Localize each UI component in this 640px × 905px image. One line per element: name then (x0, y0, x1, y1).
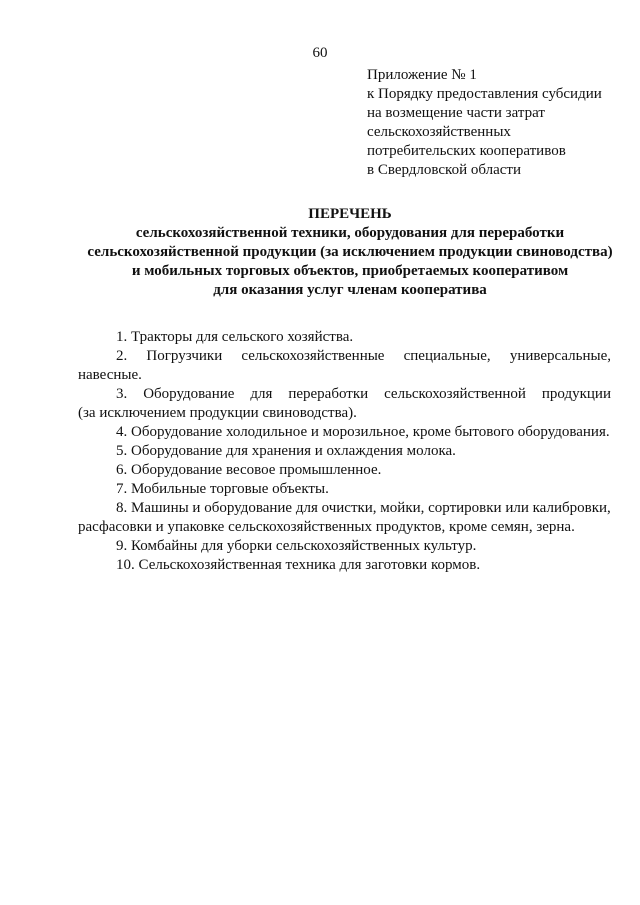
list-item-text: 7. Мобильные торговые объекты. (116, 481, 329, 497)
heading-line: сельскохозяйственной продукции (за исключением продукции свиноводства) (87, 244, 613, 260)
list-item-text: 6. Оборудование весовое промышленное. (116, 462, 382, 478)
document-heading (60, 205, 640, 300)
list-item-text: 4. Оборудование холодильное и морозильное, кроме бытового оборудования. (116, 424, 610, 440)
list-item-text: 3. Оборудование для переработки сельскохозяйственной продукции (116, 386, 611, 402)
list-item-text: 8. Машины и оборудование для очистки, мойки, сортировки или калибровки, (116, 500, 611, 516)
list-item (78, 328, 611, 347)
list-item-text: 9. Комбайны для уборки сельскохозяйственных культур. (116, 538, 477, 554)
list-item (78, 442, 611, 461)
list-item-text: 2. Погрузчики сельскохозяйственные специальные, универсальные, (116, 348, 611, 364)
list-item (78, 385, 611, 423)
heading-line: сельскохозяйственной техники, оборудования для переработки (135, 225, 565, 241)
list-item-text: навесные. (78, 367, 142, 383)
appendix-line: Приложение № 1 (367, 67, 477, 83)
heading-line: для оказания услуг членам кооператива (213, 282, 487, 298)
list-item (78, 480, 611, 499)
list-item (78, 499, 611, 537)
list-item (78, 347, 611, 385)
list-item (78, 423, 611, 442)
appendix-line: к Порядку предоставления субсидии (367, 86, 602, 102)
equipment-list (78, 328, 611, 575)
heading-title: ПЕРЕЧЕНЬ (308, 206, 392, 222)
page-number: 60 (312, 45, 328, 61)
appendix-block (367, 66, 629, 180)
appendix-line: сельскохозяйственных (367, 124, 511, 140)
list-item (78, 461, 611, 480)
appendix-line: на возмещение части затрат (367, 105, 545, 121)
list-item (78, 556, 611, 575)
heading-line: и мобильных торговых объектов, приобретаемых кооперативом (131, 263, 569, 279)
appendix-line: потребительских кооперативов (367, 143, 566, 159)
list-item-text: расфасовки и упаковке сельскохозяйственных продуктов, кроме семян, зерна. (78, 519, 575, 535)
list-item (78, 537, 611, 556)
list-item-text: 1. Тракторы для сельского хозяйства. (116, 329, 354, 345)
list-item-text: (за исключением продукции свиноводства). (78, 405, 357, 421)
appendix-line: в Свердловской области (367, 162, 522, 178)
list-item-text: 10. Сельскохозяйственная техника для заготовки кормов. (116, 557, 481, 573)
list-item-text: 5. Оборудование для хранения и охлаждения молока. (116, 443, 456, 459)
